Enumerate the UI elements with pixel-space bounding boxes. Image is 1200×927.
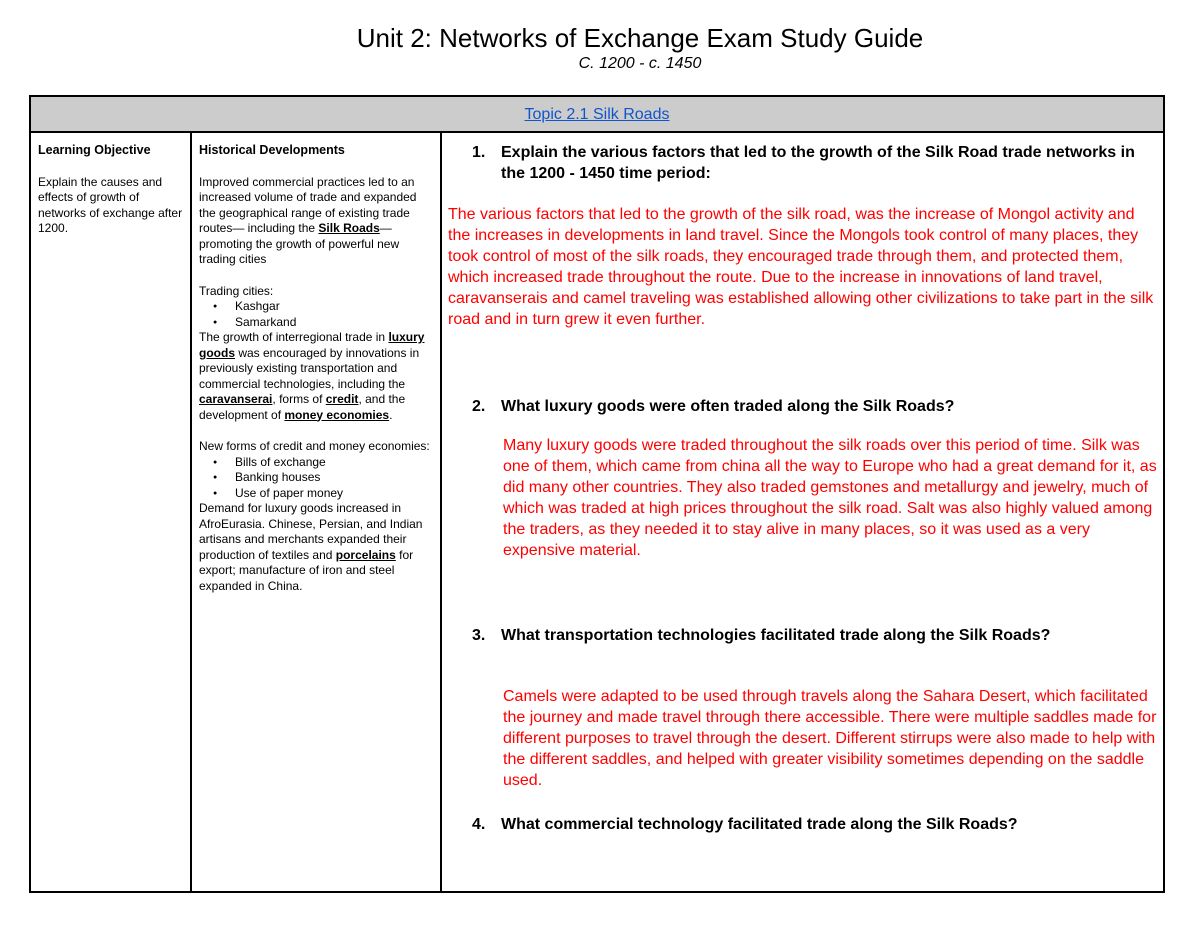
answer-2: Many luxury goods were traded throughout the silk roads over this period of time. Silk was one of them, which came from china all the way to Europe who had a great demand for it, as did many other countries. They also traded gemstones and metallurgy and jewelry, much of which was traded at high prices throughout the silk road. Salt was also highly valued among the traders, as they needed it to stay alive in many places, so it was used as a very expensive material. (503, 437, 1157, 559)
list-item: ● Banking houses (235, 470, 432, 486)
key-term-credit: credit (325, 392, 359, 406)
question-1 (472, 142, 1153, 184)
question-text: What commercial technology facilitated trade along the Silk Roads? (501, 816, 1018, 833)
question-text: What luxury goods were often traded along the Silk Roads? (501, 398, 955, 415)
question-2 (472, 396, 1153, 417)
credit-label: New forms of credit and money economies: (199, 439, 430, 453)
key-term-porcelains: porcelains (335, 547, 396, 562)
historical-developments-column (192, 133, 440, 610)
trading-cities-list (199, 299, 432, 330)
list-item: ● Use of paper money (235, 486, 432, 502)
topic-link[interactable]: Topic 2.1 Silk Roads (524, 106, 670, 123)
question-3 (472, 625, 1153, 646)
list-item: ● Samarkand (235, 315, 432, 331)
learning-objective-heading: Learning Objective (38, 143, 151, 157)
learning-objective-column (31, 133, 190, 237)
key-term-caravanserai: caravanserai (199, 392, 273, 406)
trading-cities-label: Trading cities: (199, 283, 274, 298)
development-paragraph-2: The growth of interregional trade in luxury goods was encouraged by innovations in previously existing transportation and commercial technologies, including the caravanserai, forms of credit, and the development of money economies. (199, 330, 425, 422)
key-term-silk-roads: Silk Roads (318, 221, 380, 235)
answer-1: The various factors that led to the growth of the silk road, was the increase of Mongol activity and the increases in developments in land travel. Since the Mongols took control of many places, they took control of most of the silk roads, they encouraged trade through them, and protected them, which increased trade throughout the route. Due to the increase in innovations of land travel, caravanserais and camel traveling was established allowing other civilizations to take part in the silk road and in turn grew it even further. (448, 206, 1154, 328)
questions-column (442, 133, 1163, 889)
credit-list (199, 455, 432, 502)
answer-3: Camels were adapted to be used through travels along the Sahara Desert, which facilitated the journey and made travel through there accessible. There were multiple saddles made for different purposes to travel through the desert. Different stirrups were also made to help with the different saddles, and helped with greater visibility sometimes depending on the saddle used. (503, 688, 1157, 789)
learning-objective-text: Explain the causes and effects of growth of networks of exchange after 1200. (38, 174, 183, 235)
key-term-luxury-goods: luxury goods (199, 330, 425, 360)
study-guide-table (29, 95, 1165, 893)
question-4 (472, 814, 1153, 835)
question-number: 1. (472, 144, 486, 161)
development-paragraph-1: Improved commercial practices led to an increased volume of trade and expanded the geographical range of existing trade routes— including the Silk Roads—promoting the growth of powerful new trading cities (199, 174, 417, 266)
development-paragraph-3: Demand for luxury goods increased in AfroEurasia. Chinese, Persian, and Indian artisans and merchants expanded their production of textiles and porcelains for export; manufacture of iron and steel expanded in China. (199, 501, 423, 593)
question-text: Explain the various factors that led to the growth of the Silk Road trade networks in the 1200 - 1450 time period: (501, 144, 1135, 182)
question-number: 2. (472, 398, 486, 415)
historical-developments-heading: Historical Developments (199, 143, 345, 157)
topic-header (31, 97, 1163, 133)
page-title: Unit 2: Networks of Exchange Exam Study Guide (356, 23, 924, 53)
list-item: ● Kashgar (235, 299, 432, 315)
page-subtitle: C. 1200 - c. 1450 (578, 55, 702, 72)
key-term-money-economies: money economies (284, 407, 390, 422)
list-item: ● Bills of exchange (235, 455, 432, 471)
question-number: 4. (472, 816, 486, 833)
question-text: What transportation technologies facilitated trade along the Silk Roads? (501, 627, 1051, 644)
question-number: 3. (472, 627, 486, 644)
